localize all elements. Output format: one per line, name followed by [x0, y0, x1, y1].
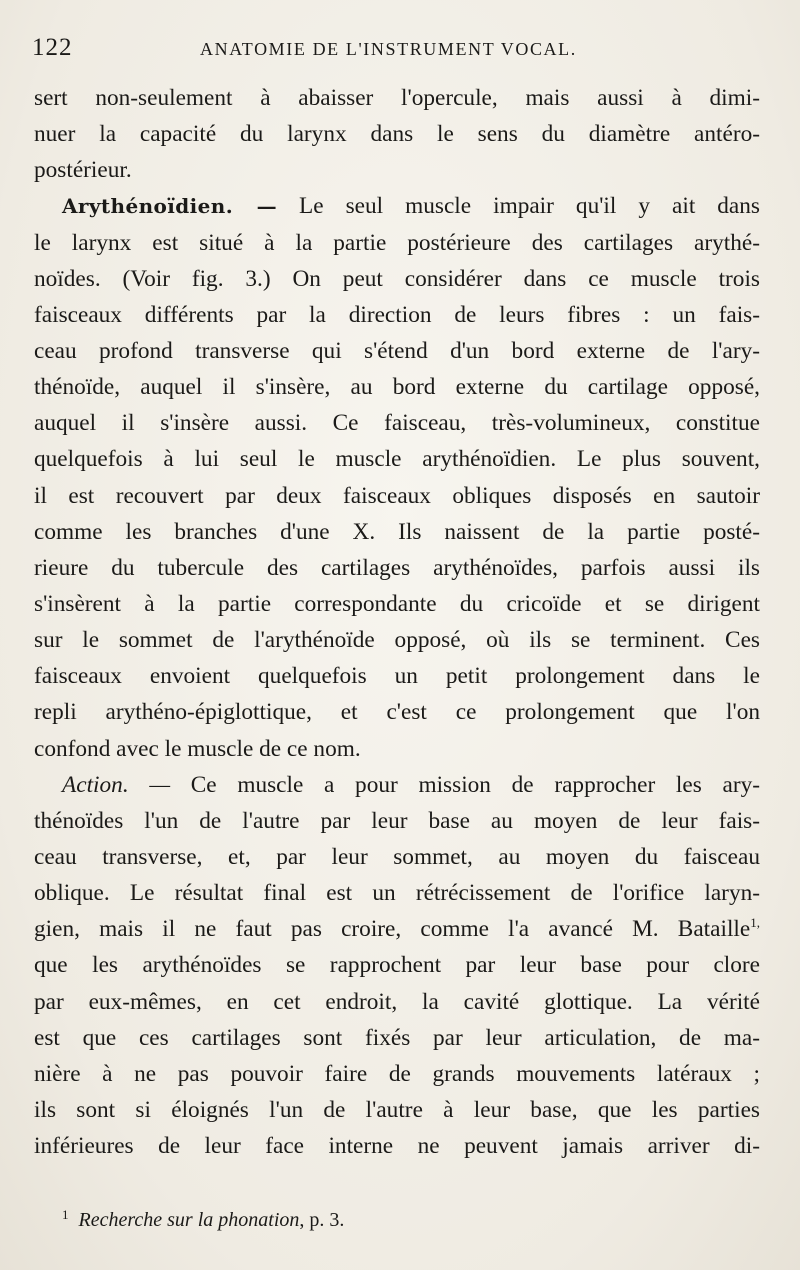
text-line: repli arythéno-épiglottique, et c'est ce prolongement que l'on: [34, 699, 760, 726]
text-line: oblique. Le résultat final est un rétrécissement de l'orifice laryn-: [34, 880, 760, 907]
text-line: ils sont si éloignés l'un de l'autre à leur base, que les parties: [34, 1096, 760, 1123]
text-line: le larynx est situé à la partie postérieure des cartilages arythé-: [34, 229, 760, 256]
section-heading-arythenoidien: Arythénoïdien. —: [62, 194, 278, 219]
running-title: ANATOMIE DE L'INSTRUMENT VOCAL.: [200, 39, 577, 59]
text-line: auquel il s'insère aussi. Ce faisceau, très-volumineux, constitue: [34, 410, 760, 437]
text-line: s'insèrent à la partie correspondante du cricoïde et se dirigent: [34, 590, 760, 617]
text-line: Ce muscle a pour mission de rapprocher les ary-: [190, 771, 761, 798]
footnote-tail: , p. 3.: [299, 1209, 345, 1231]
text-line: Le seul muscle impair qu'il y ait dans: [299, 193, 760, 220]
text-line: faisceaux envoient quelquefois un petit prolongement dans le: [34, 663, 760, 690]
text-line: par eux-mêmes, en cet endroit, la cavité glottique. La vérité: [34, 988, 760, 1015]
text-line: ceau transverse, et, par leur sommet, au moyen du faisceau: [34, 843, 760, 870]
text-line: postérieur.: [34, 157, 132, 184]
footnote-mark: 1: [62, 1207, 69, 1222]
text-line-with-footnote-ref: [34, 911, 760, 947]
footnote-title: Recherche sur la phonation: [78, 1209, 300, 1231]
text-line: nuer la capacité du larynx dans le sens du diamètre antéro-: [34, 121, 760, 148]
body-text: [34, 80, 760, 1164]
text-line: ceau profond transverse qui s'étend d'un bord externe de l'ary-: [34, 337, 760, 364]
footnote-reference: 1,: [750, 915, 760, 931]
text-line: confond avec le muscle de ce nom.: [34, 735, 361, 762]
text-line: thénoïdes l'un de l'autre par leur base au moyen de leur fais-: [34, 807, 760, 834]
section-heading-action: Action. —: [62, 771, 171, 798]
text-line: gien, mais il ne faut pas croire, comme l'a avancé M. Bataille: [34, 916, 751, 943]
text-line: que les arythénoïdes se rapprochent par leur base pour clore: [34, 952, 760, 979]
text-line: rieure du tubercule des cartilages arythénoïdes, parfois aussi ils: [34, 554, 760, 581]
text-line: sur le sommet de l'arythénoïde opposé, où ils se terminent. Ces: [34, 627, 760, 654]
text-line: est que ces cartilages sont fixés par leur articulation, de ma-: [34, 1024, 760, 1051]
text-line: il est recouvert par deux faisceaux obliques disposés en sautoir: [34, 482, 760, 509]
text-line: thénoïde, auquel il s'insère, au bord externe du cartilage opposé,: [34, 374, 760, 401]
paragraph-arythenoidien-start: [34, 188, 760, 224]
footnote: [62, 1207, 344, 1232]
text-line: faisceaux différents par la direction de leurs fibres : un fais-: [34, 301, 760, 328]
running-head: [32, 34, 762, 64]
page-number: 122: [32, 34, 73, 61]
text-line: inférieures de leur face interne ne peuvent jamais arriver di-: [34, 1133, 760, 1160]
text-line: nière à ne pas pouvoir faire de grands mouvements latéraux ;: [34, 1060, 760, 1087]
text-line: noïdes. (Voir fig. 3.) On peut considérer dans ce muscle trois: [34, 265, 760, 292]
text-line: sert non-seulement à abaisser l'opercule, mais aussi à dimi-: [34, 85, 760, 111]
text-line: comme les branches d'une X. Ils naissent de la partie posté-: [34, 518, 760, 545]
text-line: quelquefois à lui seul le muscle arythénoïdien. Le plus souvent,: [34, 446, 760, 473]
paragraph-action-start: [34, 767, 760, 803]
